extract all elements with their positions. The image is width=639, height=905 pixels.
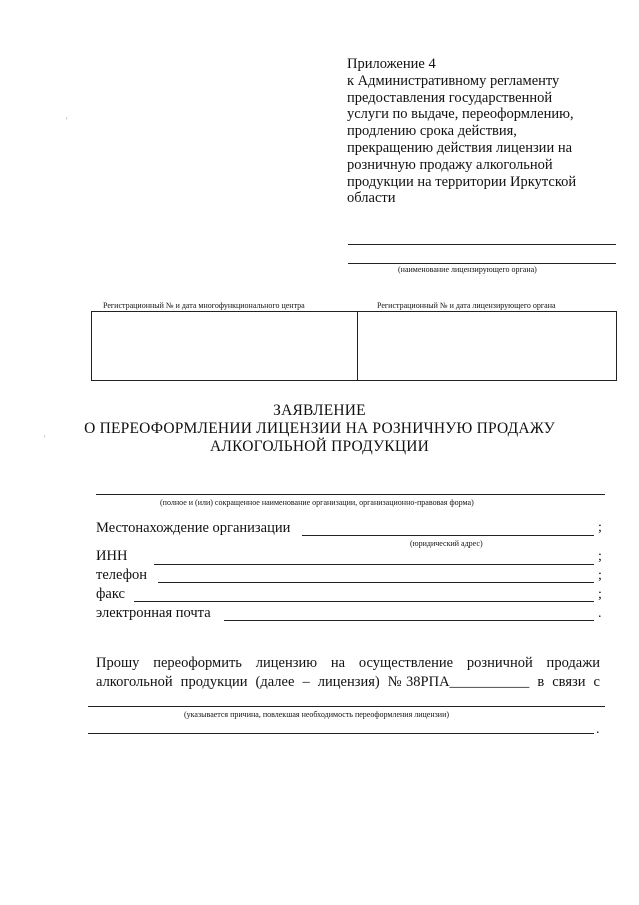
appendix-line: продукции на территории Иркутской [347, 173, 577, 190]
fax-label: факс [96, 586, 125, 602]
document-title: ЗАЯВЛЕНИЕ [273, 402, 366, 419]
authority-caption: (наименование лицензирующего органа) [398, 265, 537, 274]
reason-caption: (указывается причина, повлекшая необходимость переоформления лицензии) [184, 710, 450, 719]
registration-mfc-header: Регистрационный № и дата многофункционального центра [103, 301, 305, 310]
email-label: электронная почта [96, 605, 211, 621]
location-label: Местонахождение организации [96, 520, 291, 536]
registration-authority-header: Регистрационный № и дата лицензирующего органа [377, 301, 556, 310]
location-line[interactable] [302, 535, 594, 536]
appendix-line: области [347, 190, 396, 207]
appendix-line: к Административному регламенту [347, 72, 560, 89]
reason-line-1[interactable] [88, 706, 605, 707]
inn-line[interactable] [154, 564, 594, 565]
scan-mark: ' [44, 434, 46, 443]
scan-mark: ' [66, 116, 68, 125]
appendix-line: прекращению действия лицензии на [347, 139, 573, 156]
inn-label: ИНН [96, 548, 128, 564]
fax-semicolon: ; [598, 587, 602, 602]
appendix-line: Приложение 4 [347, 56, 436, 72]
appendix-line: предоставления государственной [347, 89, 553, 106]
registration-authority-cell[interactable] [357, 311, 617, 381]
appendix-line: услуги по выдаче, переоформлению, [347, 106, 574, 123]
phone-label: телефон [96, 567, 148, 583]
appendix-block [347, 56, 637, 207]
reason-period: . [596, 722, 600, 737]
phone-line[interactable] [158, 582, 594, 583]
document-title-line2: О ПЕРЕОФОРМЛЕНИИ ЛИЦЕНЗИИ НА РОЗНИЧНУЮ ПРОДАЖУ [84, 420, 555, 437]
phone-semicolon: ; [598, 568, 602, 583]
document-title-line3: АЛКОГОЛЬНОЙ ПРОДУКЦИИ [210, 438, 429, 455]
authority-line-1[interactable] [348, 244, 616, 245]
appendix-line: продлению срока действия, [347, 123, 517, 140]
email-line[interactable] [224, 620, 594, 621]
registration-mfc-cell[interactable] [91, 311, 358, 381]
request-line-2: алкогольной продукции (далее – лицензия) №38РПА___________ в связи с [96, 674, 600, 690]
org-name-line[interactable] [96, 494, 605, 495]
org-name-caption: (полное и (или) сокращенное наименование организации, организационно-правовая форма) [160, 498, 474, 507]
appendix-line: розничную продажу алкогольной [347, 156, 553, 173]
request-paragraph [96, 654, 600, 692]
reason-line-2[interactable] [88, 733, 594, 734]
authority-line-2[interactable] [348, 263, 616, 264]
email-period: . [598, 606, 602, 621]
location-semicolon: ; [598, 520, 602, 535]
inn-semicolon: ; [598, 549, 602, 564]
fax-line[interactable] [134, 601, 594, 602]
location-caption: (юридический адрес) [410, 539, 483, 548]
request-line-1: Прошу переоформить лицензию на осуществление розничной продажи [96, 655, 600, 671]
